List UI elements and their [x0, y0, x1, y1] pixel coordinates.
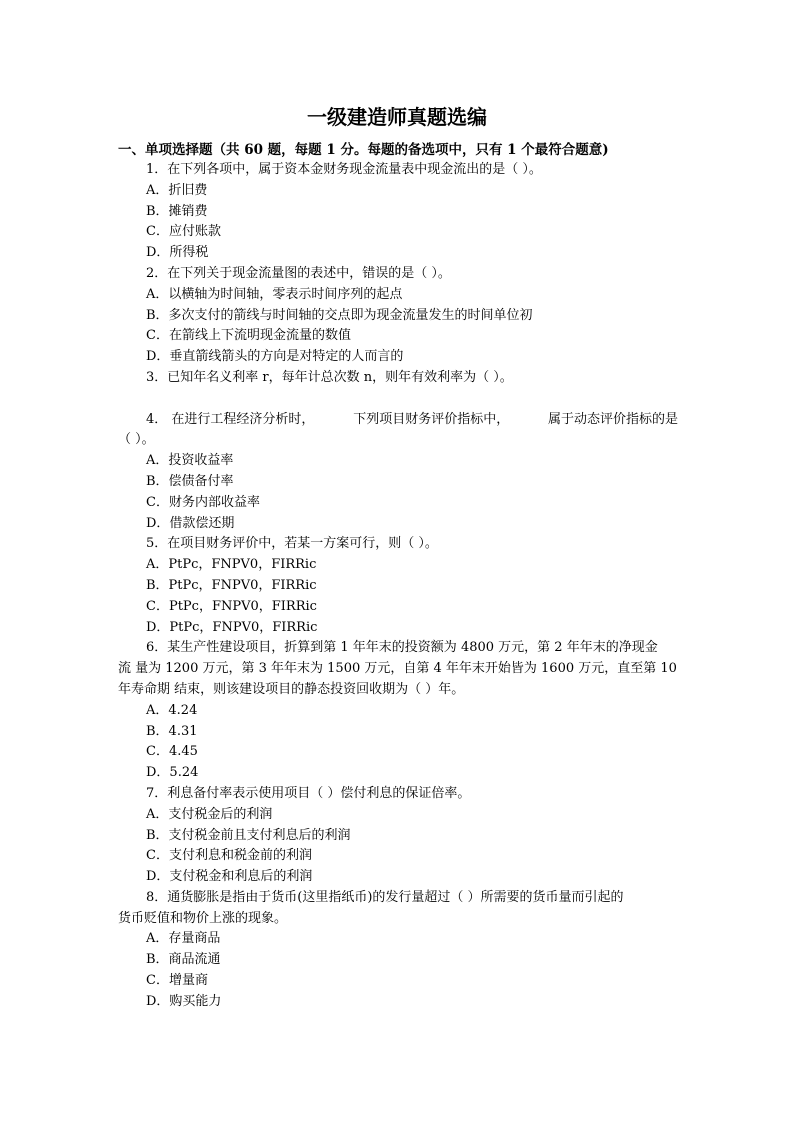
q5-option-c: C．PtPc，FNPV0，FIRRic: [146, 598, 317, 614]
question-6-line-3: 年寿命期 结束，则该建设项目的静态投资回收期为（ ）年。: [118, 681, 465, 697]
q8-option-b: B．商品流通: [146, 952, 221, 968]
question-2: 2．在下列关于现金流量图的表述中，错误的是（ ）。: [146, 265, 451, 281]
q7-option-b: B．支付税金前且支付利息后的利润: [146, 827, 351, 843]
section-heading: 一、单项选择题（共 60 题，每题 1 分。每题的备选项中，只有 1 个最符合题意): [118, 142, 609, 158]
document-title: 一级建造师真题选编: [307, 105, 487, 129]
q6-option-c: C．4.45: [146, 744, 198, 760]
blank-line: [118, 389, 678, 410]
q5-option-a: A．PtPc，FNPV0，FIRRic: [146, 557, 317, 573]
q6-option-a: A．4.24: [146, 702, 198, 718]
question-1: 1．在下列各项中，属于资本金财务现金流量表中现金流出的是（ ）。: [146, 162, 542, 177]
question-4-line-2: （ ）。: [118, 432, 155, 448]
q1-option-a: A．折旧费: [146, 182, 208, 198]
q4-option-a: A．投资收益率: [146, 453, 234, 469]
q2-option-b: B．多次支付的箭线与时间轴的交点即为现金流量发生的时间单位初: [146, 307, 533, 323]
q1-option-b: B．摊销费: [146, 203, 208, 219]
q8-option-c: C．增量商: [146, 973, 208, 989]
q4-option-d: D．借款偿还期: [146, 515, 235, 531]
question-4-line-1: [118, 410, 678, 431]
q4-option-b: B．偿债备付率: [146, 473, 234, 489]
question-6-line-1: 6．某生产性建设项目，折算到第 1 年年末的投资额为 4800 万元，第 2 年年末的净现金: [146, 640, 658, 656]
q5-option-b: B．PtPc，FNPV0，FIRRic: [146, 577, 317, 593]
question-5: 5．在项目财务评价中，若某一方案可行，则（ ）。: [146, 536, 438, 552]
question-6-line-2: 流 量为 1200 万元，第 3 年年末为 1500 万元，自第 4 年年末开始皆为 1600 万元，直至第 10: [118, 661, 677, 677]
q7-option-d: D．支付税金和利息后的利润: [146, 869, 313, 885]
question-7: 7．利息备付率表示使用项目（ ）偿付利息的保证倍率。: [146, 785, 471, 801]
q1-option-c: C．应付账款: [146, 224, 221, 240]
q4-part-2: 下列项目财务评价指标中，: [353, 411, 510, 427]
q6-option-d: D．5.24: [146, 765, 199, 781]
q8-option-d: D．购买能力: [146, 993, 222, 1009]
q2-option-a: A．以横轴为时间轴，零表示时间序列的起点: [146, 286, 403, 302]
q2-option-d: D．垂直箭线箭头的方向是对特定的人而言的: [146, 349, 404, 365]
question-3: 3．已知年名义利率 r，每年计总次数 n，则年有效利率为（ ）。: [146, 369, 513, 385]
question-8-line-2: 货币贬值和物价上涨的现象。: [118, 910, 288, 926]
q7-option-c: C．支付利息和税金前的利润: [146, 848, 312, 864]
q4-part-3: 属于动态评价指标的是: [547, 411, 678, 427]
question-list: [118, 160, 678, 1013]
q8-option-a: A．存量商品: [146, 931, 221, 947]
q6-option-b: B．4.31: [146, 723, 198, 739]
question-8-line-1: 8．通货膨胀是指由于货币(这里指纸币)的发行量超过（ ）所需要的货币量而引起的: [146, 889, 624, 905]
q7-option-a: A．支付税金后的利润: [146, 806, 273, 822]
q2-option-c: C．在箭线上下流明现金流量的数值: [146, 328, 351, 344]
q5-option-d: D．PtPc，FNPV0，FIRRic: [146, 619, 318, 635]
q4-part-1: 4． 在进行工程经济分析时，: [146, 411, 315, 427]
q1-option-d: D．所得税: [146, 245, 209, 261]
q4-option-c: C．财务内部收益率: [146, 494, 260, 510]
